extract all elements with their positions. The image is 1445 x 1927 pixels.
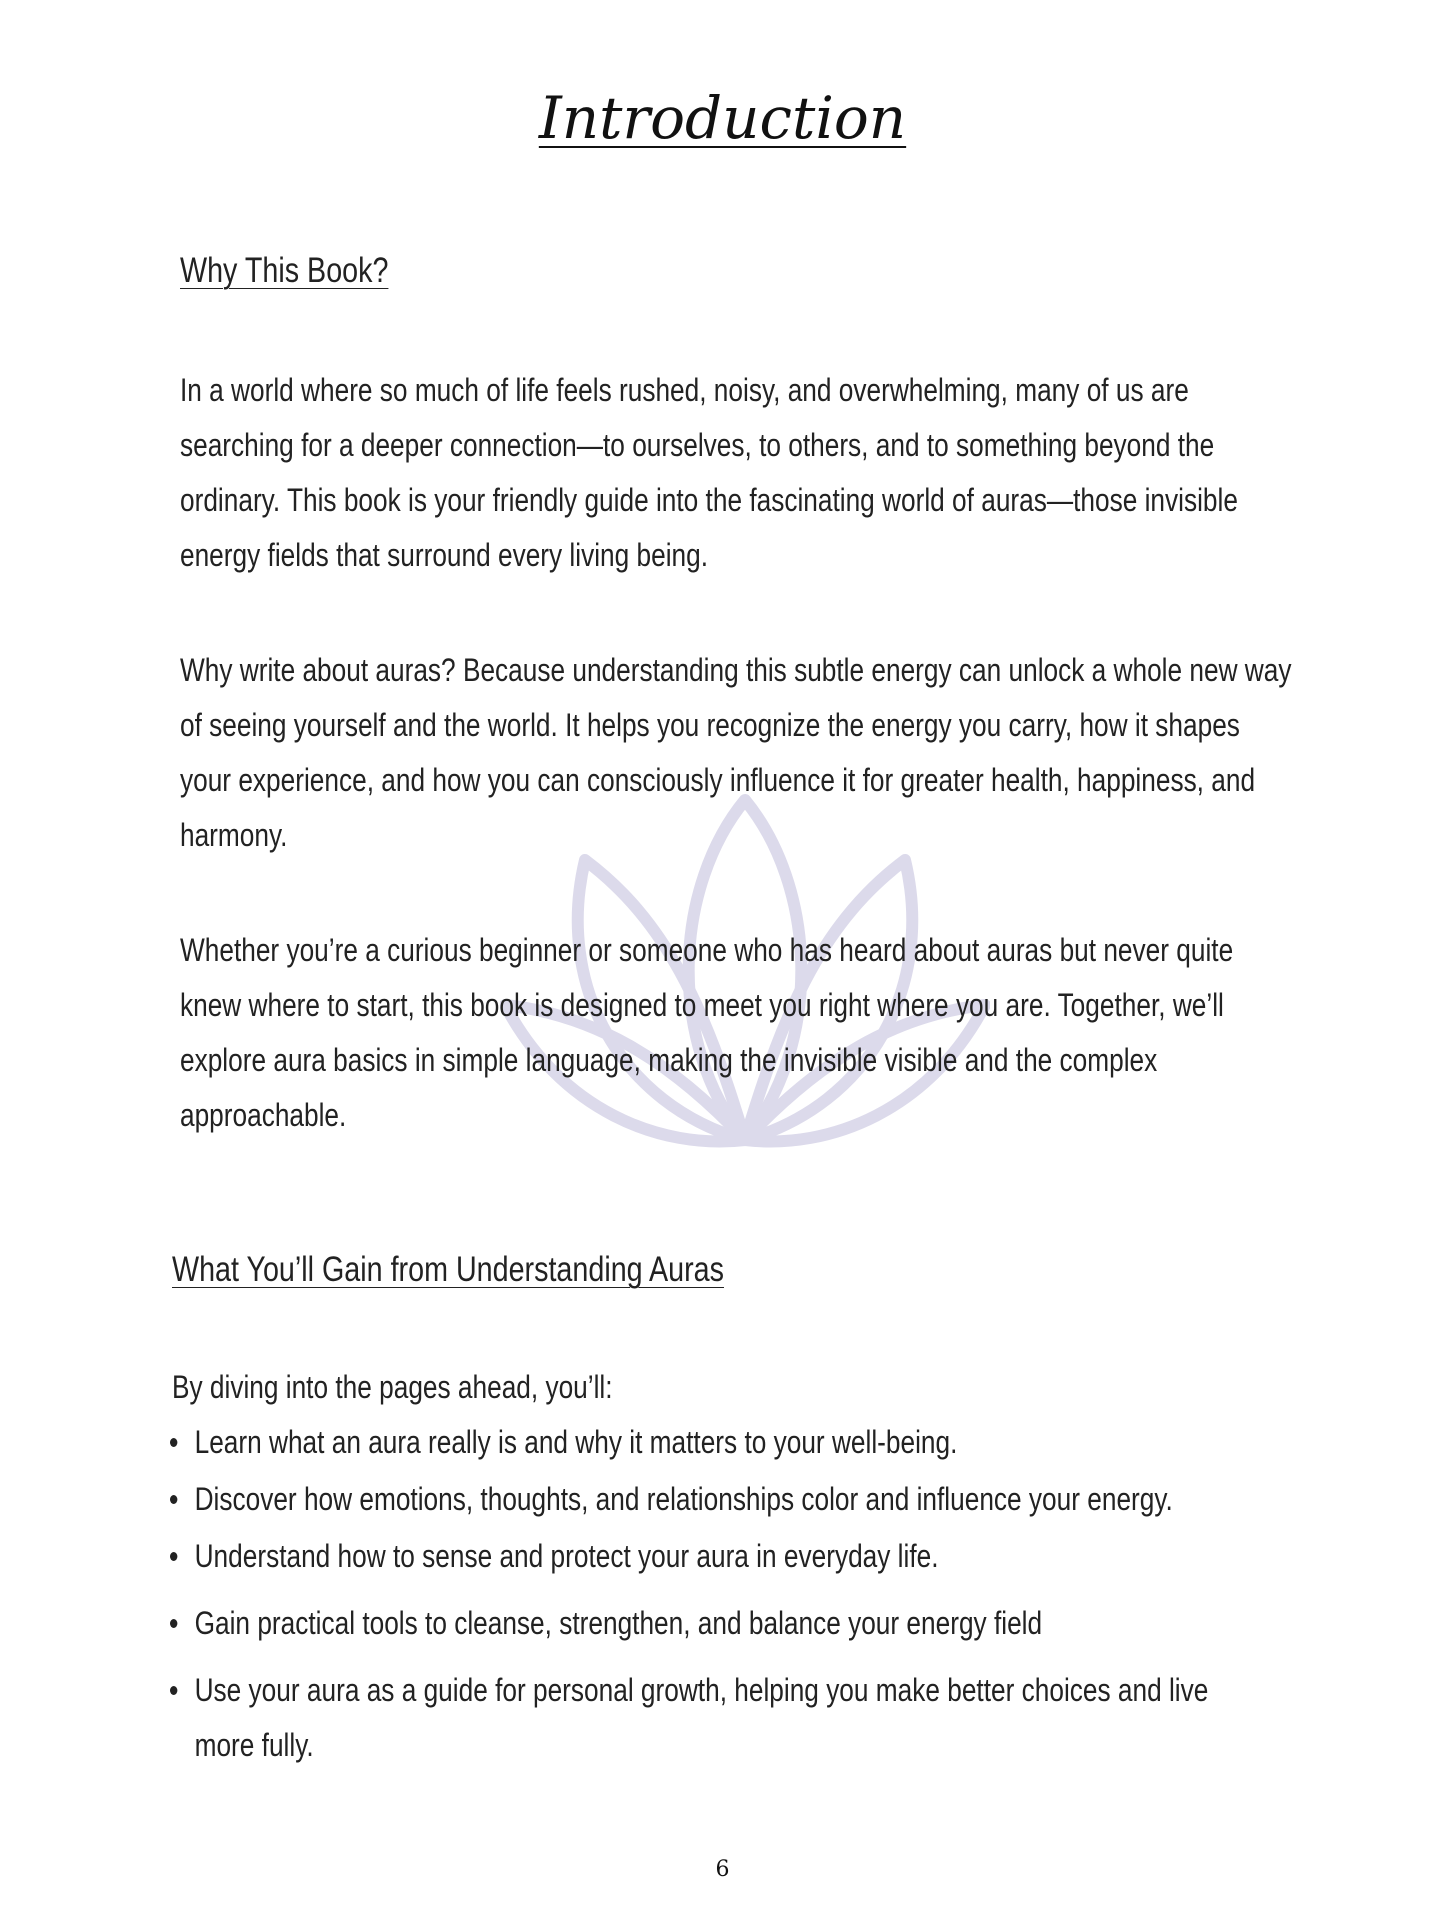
paragraph: In a world where so much of life feels rushed, noisy, and overwhelming, many of us are searching for a deeper connection—to ourselves, to others, and to something beyond the ordinary. This book is your friendly guide into the fascinating world of auras—those invisible energy fields that surround every living being. [180, 372, 1238, 573]
list-item: Gain practical tools to cleanse, strengthen, and balance your energy field [170, 1596, 1269, 1651]
bullet-icon [170, 1495, 177, 1504]
bullet-icon [170, 1686, 177, 1695]
paragraph: Whether you’re a curious beginner or someone who has heard about auras but never quite knew where to start, this book is designed to meet you right where you are. Together, we’ll explore aura basics in simple language, making the invisible visible and the complex approachable. [180, 932, 1234, 1133]
bullet-icon [170, 1619, 177, 1628]
list-item: Use your aura as a guide for personal growth, helping you make better choices and live more fully. [170, 1663, 1269, 1773]
list-intro: By diving into the pages ahead, you’ll: [172, 1369, 613, 1405]
section-heading-why-this-book: Why This Book? [180, 251, 389, 290]
bullet-icon [170, 1552, 177, 1561]
list-item: Discover how emotions, thoughts, and relationships color and influence your energy. [170, 1472, 1269, 1527]
page-title: Introduction [538, 84, 907, 152]
benefits-list [170, 1415, 1269, 1775]
list-item: Learn what an aura really is and why it matters to your well-being. [170, 1415, 1269, 1470]
paragraph: Why write about auras? Because understanding this subtle energy can unlock a whole new way of seeing yourself and the world. It helps you recognize the energy you carry, how it shapes your experience, and how you can consciously influence it for greater health, happiness, and harmony. [180, 652, 1292, 853]
page-number: 6 [715, 1857, 730, 1882]
section-heading-what-youll-gain: What You’ll Gain from Understanding Auras [172, 1250, 724, 1289]
list-item: Understand how to sense and protect your aura in everyday life. [170, 1529, 1269, 1584]
bullet-icon [170, 1438, 177, 1447]
